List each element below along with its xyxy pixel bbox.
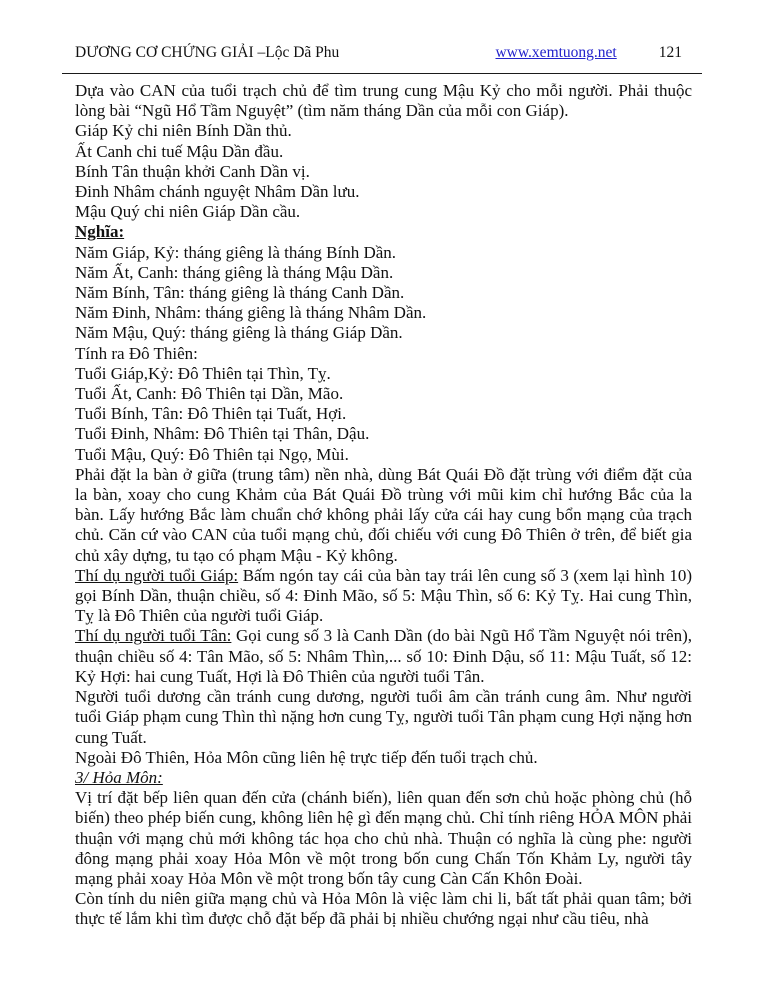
page-body [75,81,692,930]
paragraph: Tuổi Mậu, Quý: Đô Thiên tại Ngọ, Mùi. [75,444,349,464]
paragraph: Tuổi Bính, Tân: Đô Thiên tại Tuất, Hợi. [75,404,347,424]
paragraph: Năm Ất, Canh: tháng giêng là tháng Mậu Dần. [75,262,394,282]
paragraph: Bính Tân thuận khởi Canh Dần vị. [75,161,310,181]
paragraph: Tuổi Đinh, Nhâm: Đô Thiên tại Thân, Dậu. [75,424,370,444]
paragraph: Tuổi Giáp,Kỷ: Đô Thiên tại Thìn, Tỵ. [75,363,331,383]
paragraph: Ngoài Đô Thiên, Hỏa Môn cũng liên hệ trực tiếp đến tuổi trạch chủ. [75,747,538,767]
paragraph: Tính ra Đô Thiên: [75,343,198,363]
paragraph: Người tuổi dương cần tránh cung dương, người tuổi âm cần tránh cung âm. Như người tuổi Giáp phạm cung Thìn thì nặng hơn cung Tỵ, người tuổi Tân phạm cung Hợi nặng hơn cung Tuất. [75,687,692,747]
paragraph: Năm Đinh, Nhâm: tháng giêng là tháng Nhâm Dần. [75,303,427,323]
paragraph: Năm Giáp, Kỷ: tháng giêng là tháng Bính Dần. [75,242,397,262]
paragraph: Còn tính du niên giữa mạng chủ và Hỏa Môn là việc làm chi li, bất tất phải quan tâm; bởi thực tế lắm khi tìm được chỗ đặt bếp đã phải bị nhiều chướng ngại như cầu tiêu, nhà [75,889,692,929]
paragraph: Mậu Quý chi niên Giáp Dần cầu. [75,202,301,222]
paragraph: Giáp Kỷ chi niên Bính Dần thủ. [75,121,292,141]
paragraph: Vị trí đặt bếp liên quan đến cửa (chánh biến), liên quan đến sơn chủ hoặc phòng chủ (hỗ biến) theo phép biến cung, không liên hệ gì đến mạng chủ. Chỉ tính riêng HỎA MÔN phải thuận với mạng chủ mới không tác họa cho chủ nhà. Thuận có nghĩa là cùng phe: người đông mạng phải xoay Hỏa Môn về một trong bốn cung Chấn Tốn Khảm Ly, người tây mạng phải xoay Hỏa Môn về một trong bốn tây cung Càn Cấn Khôn Đoài. [75,788,692,888]
section-heading: 3/ Hỏa Môn: [75,767,163,787]
document-title: DƯƠNG CƠ CHỨNG GIẢI –Lộc Dã Phu [75,44,340,61]
header-divider [62,73,702,74]
website-link[interactable]: www.xemtuong.net [495,44,617,61]
paragraph: Ất Canh chi tuế Mậu Dần đầu. [75,141,284,161]
page-header [75,44,692,62]
example-paragraph: Thí dụ người tuổi Giáp: Bấm ngón tay cái của bàn tay trái lên cung số 3 (xem lại hình 10) gọi Bính Dần, thuận chiều, số 4: Đinh Mão, số 5: Mậu Thìn, số 6: Kỷ Tỵ. Hai cung Thìn, Tỵ là Đô Thiên của người tuổi Giáp. [75,565,693,626]
paragraph: Tuổi Ất, Canh: Đô Thiên tại Dần, Mão. [75,384,344,404]
section-heading: Nghĩa: [75,222,125,242]
page-number: 121 [658,44,682,61]
paragraph: Dựa vào CAN của tuổi trạch chủ để tìm trung cung Mậu Kỷ cho mỗi người. Phải thuộc lòng bài “Ngũ Hổ Tầm Nguyệt” (tìm năm tháng Dần của mỗi con Giáp). [75,81,692,121]
example-paragraph: Thí dụ người tuổi Tân: Gọi cung số 3 là Canh Dần (do bài Ngũ Hổ Tầm Nguyệt nói trên), thuận chiều số 4: Tân Mão, số 5: Nhâm Thìn,... số 10: Đinh Dậu, số 11: Mậu Tuất, số 12: Kỷ Hợi: hai cung Tuất, Hợi là Đô Thiên của người tuổi Tân. [75,626,692,686]
paragraph: Năm Bính, Tân: tháng giêng là tháng Canh Dần. [75,283,405,303]
paragraph-lead: Thí dụ người tuổi Tân: [75,626,232,646]
paragraph: Năm Mậu, Quý: tháng giêng là tháng Giáp Dần. [75,323,403,343]
paragraph-lead: Thí dụ người tuổi Giáp: [75,565,239,585]
paragraph: Đinh Nhâm chánh nguyệt Nhâm Dần lưu. [75,182,360,202]
paragraph: Phải đặt la bàn ở giữa (trung tâm) nền nhà, dùng Bát Quái Đồ đặt trùng với điểm đặt của la bàn, xoay cho cung Khảm của Bát Quái Đồ trùng với mũi kim chỉ hướng Bắc của la bàn. Lấy hướng Bắc làm chuẩn chớ không phải lấy cửa cái hay cung bổn mạng của trạch chủ. Căn cứ vào CAN của tuổi mạng chủ, đối chiếu với cung Đô Thiên ở trên, để biết gia chủ xây dựng, tu tạo có phạm Mậu - Kỷ không. [75,464,692,565]
